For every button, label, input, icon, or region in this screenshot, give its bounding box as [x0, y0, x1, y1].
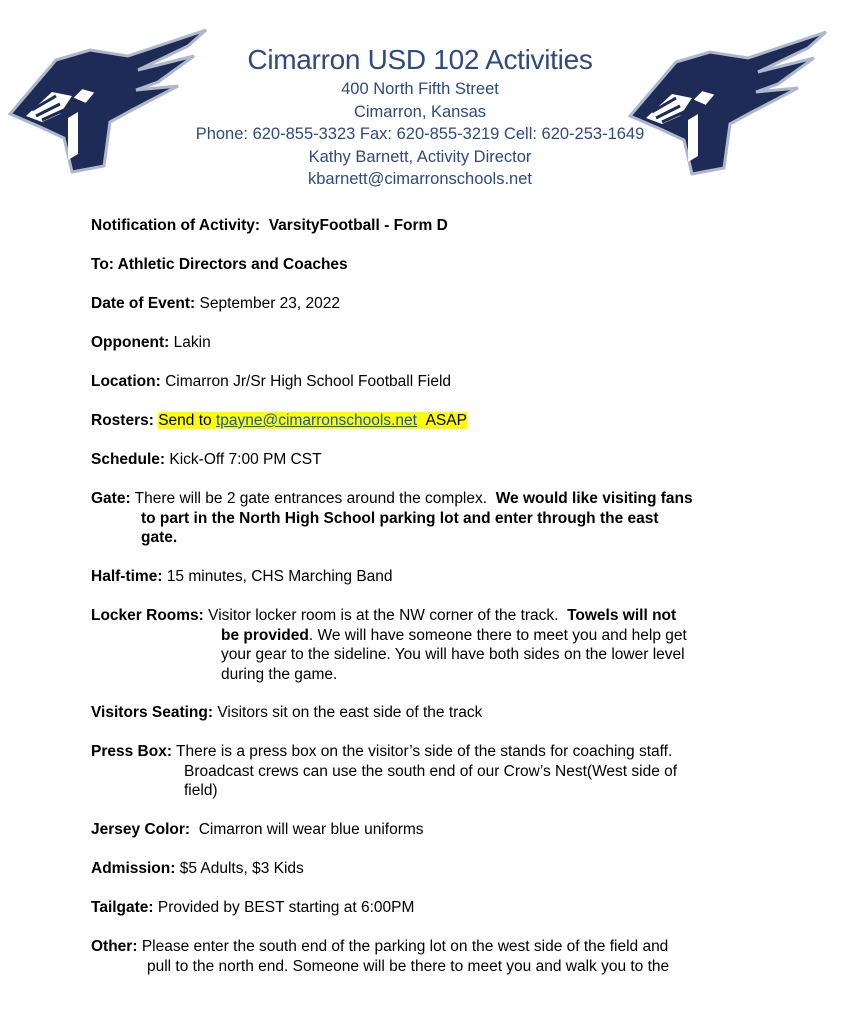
- city-state: Cimarron, Kansas: [353, 102, 487, 121]
- jersey-value: Cimarron will wear blue uniforms: [198, 821, 424, 838]
- other-line2: pull to the north end. Someone will be there to meet you and walk you to the: [147, 957, 670, 975]
- date-label: Date of Event:: [91, 295, 196, 312]
- rosters-suffix: ASAP: [425, 412, 467, 429]
- gate-text: There will be 2 gate entrances around the complex.: [134, 490, 488, 507]
- date-field: [91, 294, 771, 314]
- halftime-field: [91, 567, 771, 587]
- locker-line2: [91, 626, 771, 646]
- org-title: Cimarron USD 102 Activities: [247, 44, 593, 75]
- location-field: [91, 372, 771, 392]
- phone-numbers: Phone: 620-855-3323 Fax: 620-855-3219 Cell: 620-253-1649: [195, 125, 645, 144]
- jersey-field: [91, 820, 771, 840]
- gate-bold-3: gate.: [141, 529, 178, 546]
- locker-line1: Visitor locker room is at the NW corner of the track.: [208, 607, 559, 624]
- rosters-field: [91, 411, 771, 431]
- street-address: 400 North Fifth Street: [341, 80, 499, 98]
- locker-label: Locker Rooms:: [91, 607, 204, 624]
- tailgate-field: [91, 898, 771, 918]
- rosters-email-link[interactable]: tpayne@cimarronschools.net: [215, 412, 417, 429]
- director-email: kbarnett@cimarronschools.net: [307, 170, 532, 189]
- admission-value: $5 Adults, $3 Kids: [179, 860, 304, 877]
- press-box-label: Press Box:: [91, 743, 172, 760]
- to-line: To: Athletic Directors and Coaches: [91, 256, 348, 273]
- location-label: Location:: [91, 373, 161, 390]
- location-value: Cimarron Jr/Sr High School Football Field: [165, 373, 452, 390]
- gate-bold-2: to part in the North High School parking lot and enter through the east: [141, 509, 659, 527]
- notification-value: VarsityFootball - Form D: [268, 217, 448, 234]
- opponent-value: Lakin: [173, 334, 211, 351]
- to-field: [91, 255, 771, 275]
- press-box-line2: Broadcast crews can use the south end of our Crow’s Nest(West side of: [184, 762, 678, 780]
- opponent-field: [91, 333, 771, 353]
- gate-label: Gate:: [91, 490, 131, 507]
- tailgate-value: Provided by BEST starting at 6:00PM: [157, 899, 415, 916]
- locker-line2-bold: be provided: [221, 626, 309, 644]
- other-field: [91, 937, 771, 976]
- gate-field: [91, 489, 771, 548]
- notification-label: Notification of Activity:: [91, 217, 261, 234]
- locker-field: [91, 606, 771, 684]
- other-line1: Please enter the south end of the parking lot on the west side of the field and: [141, 938, 669, 955]
- locker-line2-text: . We will have someone there to meet you and help get: [308, 626, 687, 644]
- schedule-label: Schedule:: [91, 451, 166, 468]
- rosters-label: Rosters:: [91, 412, 154, 429]
- press-box-line3: field): [184, 782, 218, 799]
- visitors-seating-value: Visitors sit on the east side of the track: [217, 704, 483, 721]
- opponent-label: Opponent:: [91, 334, 170, 351]
- rosters-prefix: Send to: [158, 412, 212, 429]
- schedule-value: Kick-Off 7:00 PM CST: [169, 451, 322, 468]
- halftime-value: 15 minutes, CHS Marching Band: [166, 568, 393, 585]
- locker-line1-bold: Towels will not: [567, 607, 677, 624]
- admission-label: Admission:: [91, 860, 176, 877]
- activity-director: Kathy Barnett, Activity Director: [308, 147, 532, 166]
- notification-field: [91, 216, 771, 236]
- schedule-field: [91, 450, 771, 470]
- date-value: September 23, 2022: [199, 295, 340, 312]
- admission-field: [91, 859, 771, 879]
- press-box-field: [91, 742, 771, 801]
- locker-line4: during the game.: [221, 665, 338, 683]
- rosters-highlight: [158, 412, 467, 429]
- halftime-label: Half-time:: [91, 568, 163, 585]
- visitors-seating-label: Visitors Seating:: [91, 704, 214, 721]
- other-label: Other:: [91, 938, 138, 955]
- jersey-label: Jersey Color:: [91, 821, 191, 838]
- gate-bold-1: We would like visiting fans: [495, 490, 693, 507]
- press-box-line1: There is a press box on the visitor’s side of the stands for coaching staff.: [176, 743, 673, 760]
- visitors-seating-field: [91, 703, 771, 723]
- locker-line3: your gear to the sideline. You will have both sides on the lower level: [221, 646, 685, 663]
- tailgate-label: Tailgate:: [91, 899, 154, 916]
- letterhead: [160, 42, 680, 191]
